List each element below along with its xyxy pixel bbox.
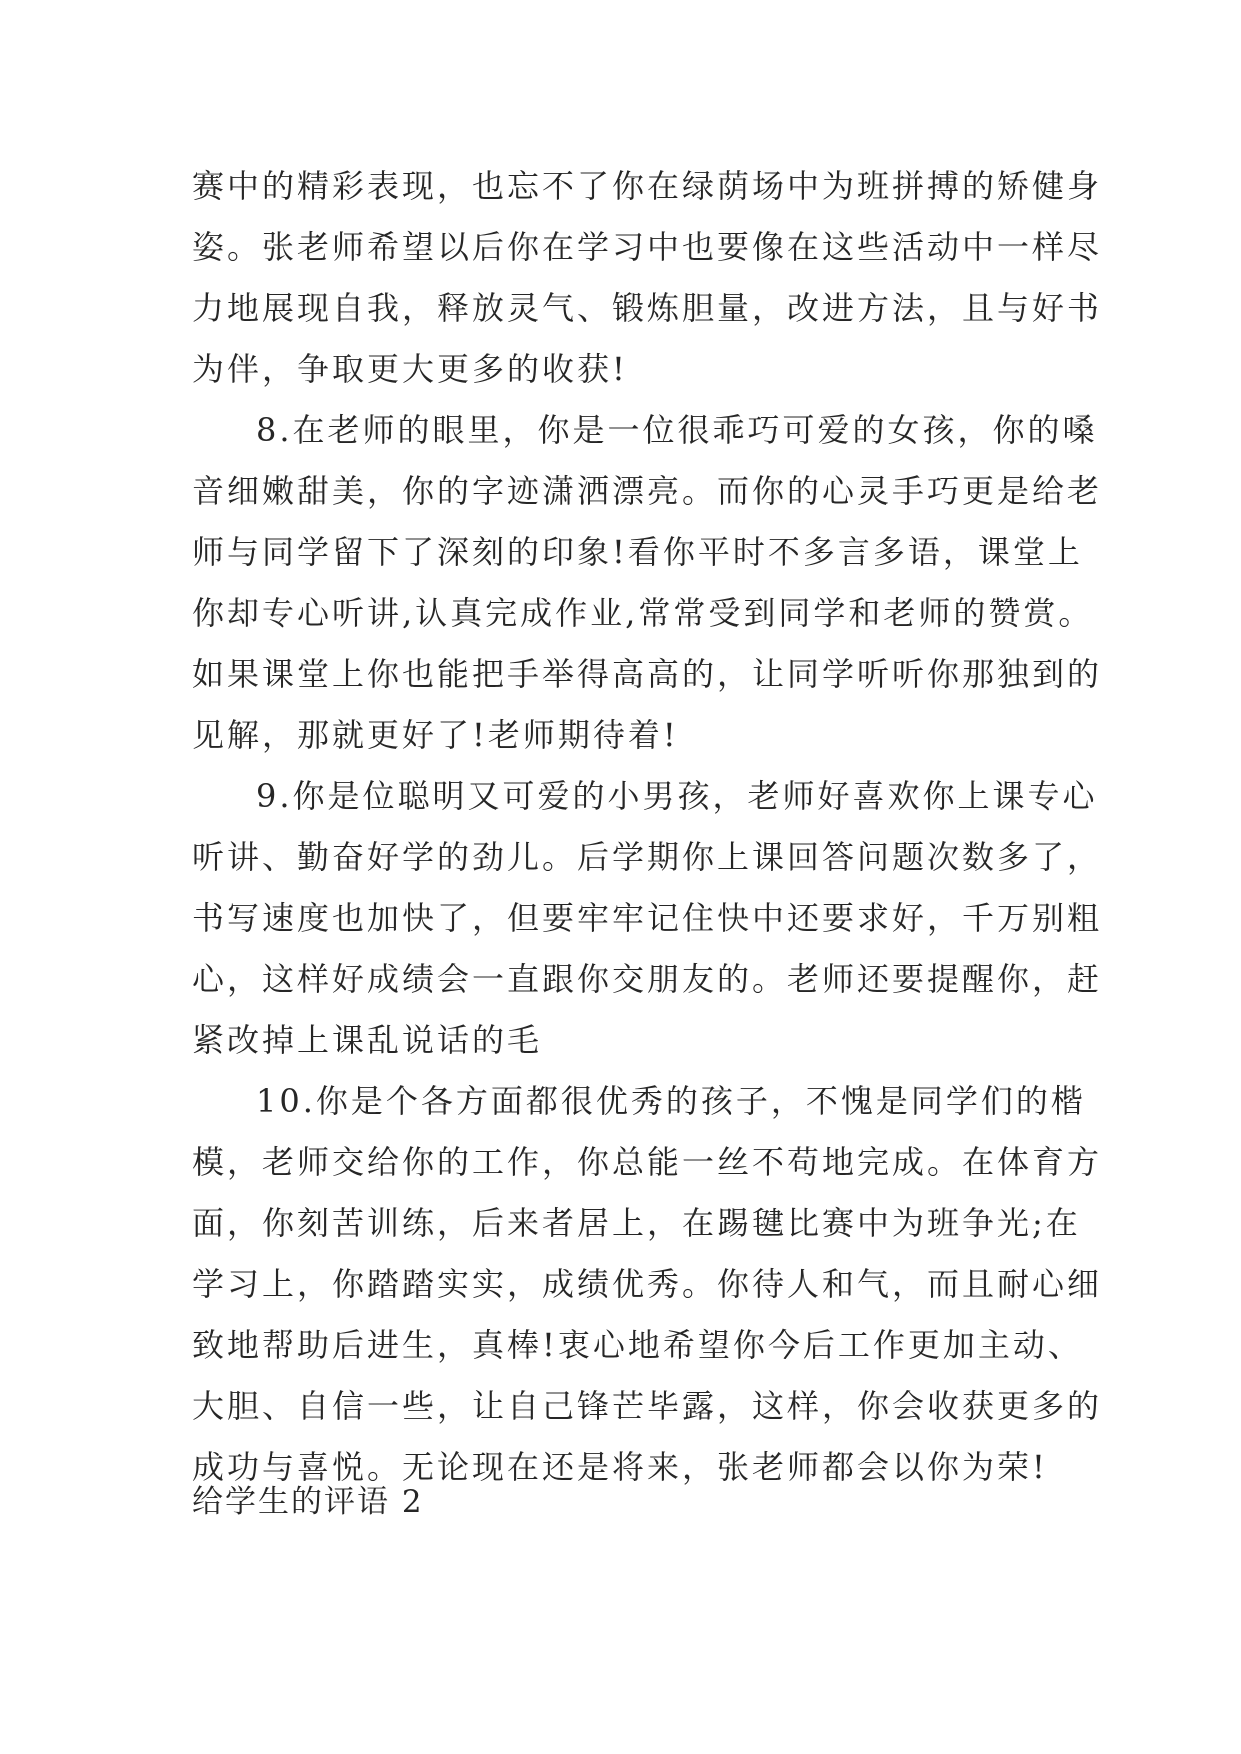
text-line: 音细嫩甜美，你的字迹潇洒漂亮。而你的心灵手巧更是给老 xyxy=(192,472,1103,510)
text-line: 姿。张老师希望以后你在学习中也要像在这些活动中一样尽 xyxy=(192,228,1103,266)
text-line: 如果课堂上你也能把手举得高高的，让同学听听你那独到的 xyxy=(192,655,1103,693)
text-line: 听讲、勤奋好学的劲儿。后学期你上课回答问题次数多了， xyxy=(192,838,1103,876)
paragraph-item-10 xyxy=(192,1071,1103,1498)
text-line: 致地帮助后进生，真棒!衷心地希望你今后工作更加主动、 xyxy=(192,1326,1083,1364)
text-line: 你却专心听讲,认真完成作业,常常受到同学和老师的赞赏。 xyxy=(192,594,1094,632)
text-line: 紧改掉上课乱说话的毛 xyxy=(192,1021,543,1059)
text-line: 大胆、自信一些，让自己锋芒毕露，这样，你会收获更多的 xyxy=(192,1387,1103,1425)
text-line: 9.你是位聪明又可爱的小男孩，老师好喜欢你上课专心 xyxy=(256,777,1098,815)
text-line: 师与同学留下了深刻的印象!看你平时不多言多语，课堂上 xyxy=(192,533,1083,571)
text-line: 为伴，争取更大更多的收获! xyxy=(192,350,628,388)
document-body xyxy=(192,156,1103,1498)
section-heading: 给学生的评语 2 xyxy=(192,1484,424,1520)
text-line: 面，你刻苦训练，后来者居上，在踢毽比赛中为班争光;在 xyxy=(192,1204,1081,1242)
paragraph-continuation xyxy=(192,156,1103,400)
text-line: 10.你是个各方面都很优秀的孩子，不愧是同学们的楷 xyxy=(256,1082,1086,1120)
paragraph-item-8 xyxy=(192,400,1103,766)
text-line: 成功与喜悦。无论现在还是将来，张老师都会以你为荣! xyxy=(192,1448,1048,1486)
text-line: 模，老师交给你的工作，你总能一丝不苟地完成。在体育方 xyxy=(192,1143,1103,1181)
text-line: 力地展现自我，释放灵气、锻炼胆量，改进方法，且与好书 xyxy=(192,289,1103,327)
text-line: 学习上，你踏踏实实，成绩优秀。你待人和气，而且耐心细 xyxy=(192,1265,1103,1303)
text-line: 8.在老师的眼里，你是一位很乖巧可爱的女孩，你的嗓 xyxy=(256,411,1098,449)
text-line: 赛中的精彩表现，也忘不了你在绿荫场中为班拼搏的矫健身 xyxy=(192,167,1103,205)
text-line: 书写速度也加快了，但要牢牢记住快中还要求好，千万别粗 xyxy=(192,899,1103,937)
text-line: 见解，那就更好了!老师期待着! xyxy=(192,716,679,754)
paragraph-item-9 xyxy=(192,766,1103,1071)
text-line: 心，这样好成绩会一直跟你交朋友的。老师还要提醒你，赶 xyxy=(192,960,1103,998)
